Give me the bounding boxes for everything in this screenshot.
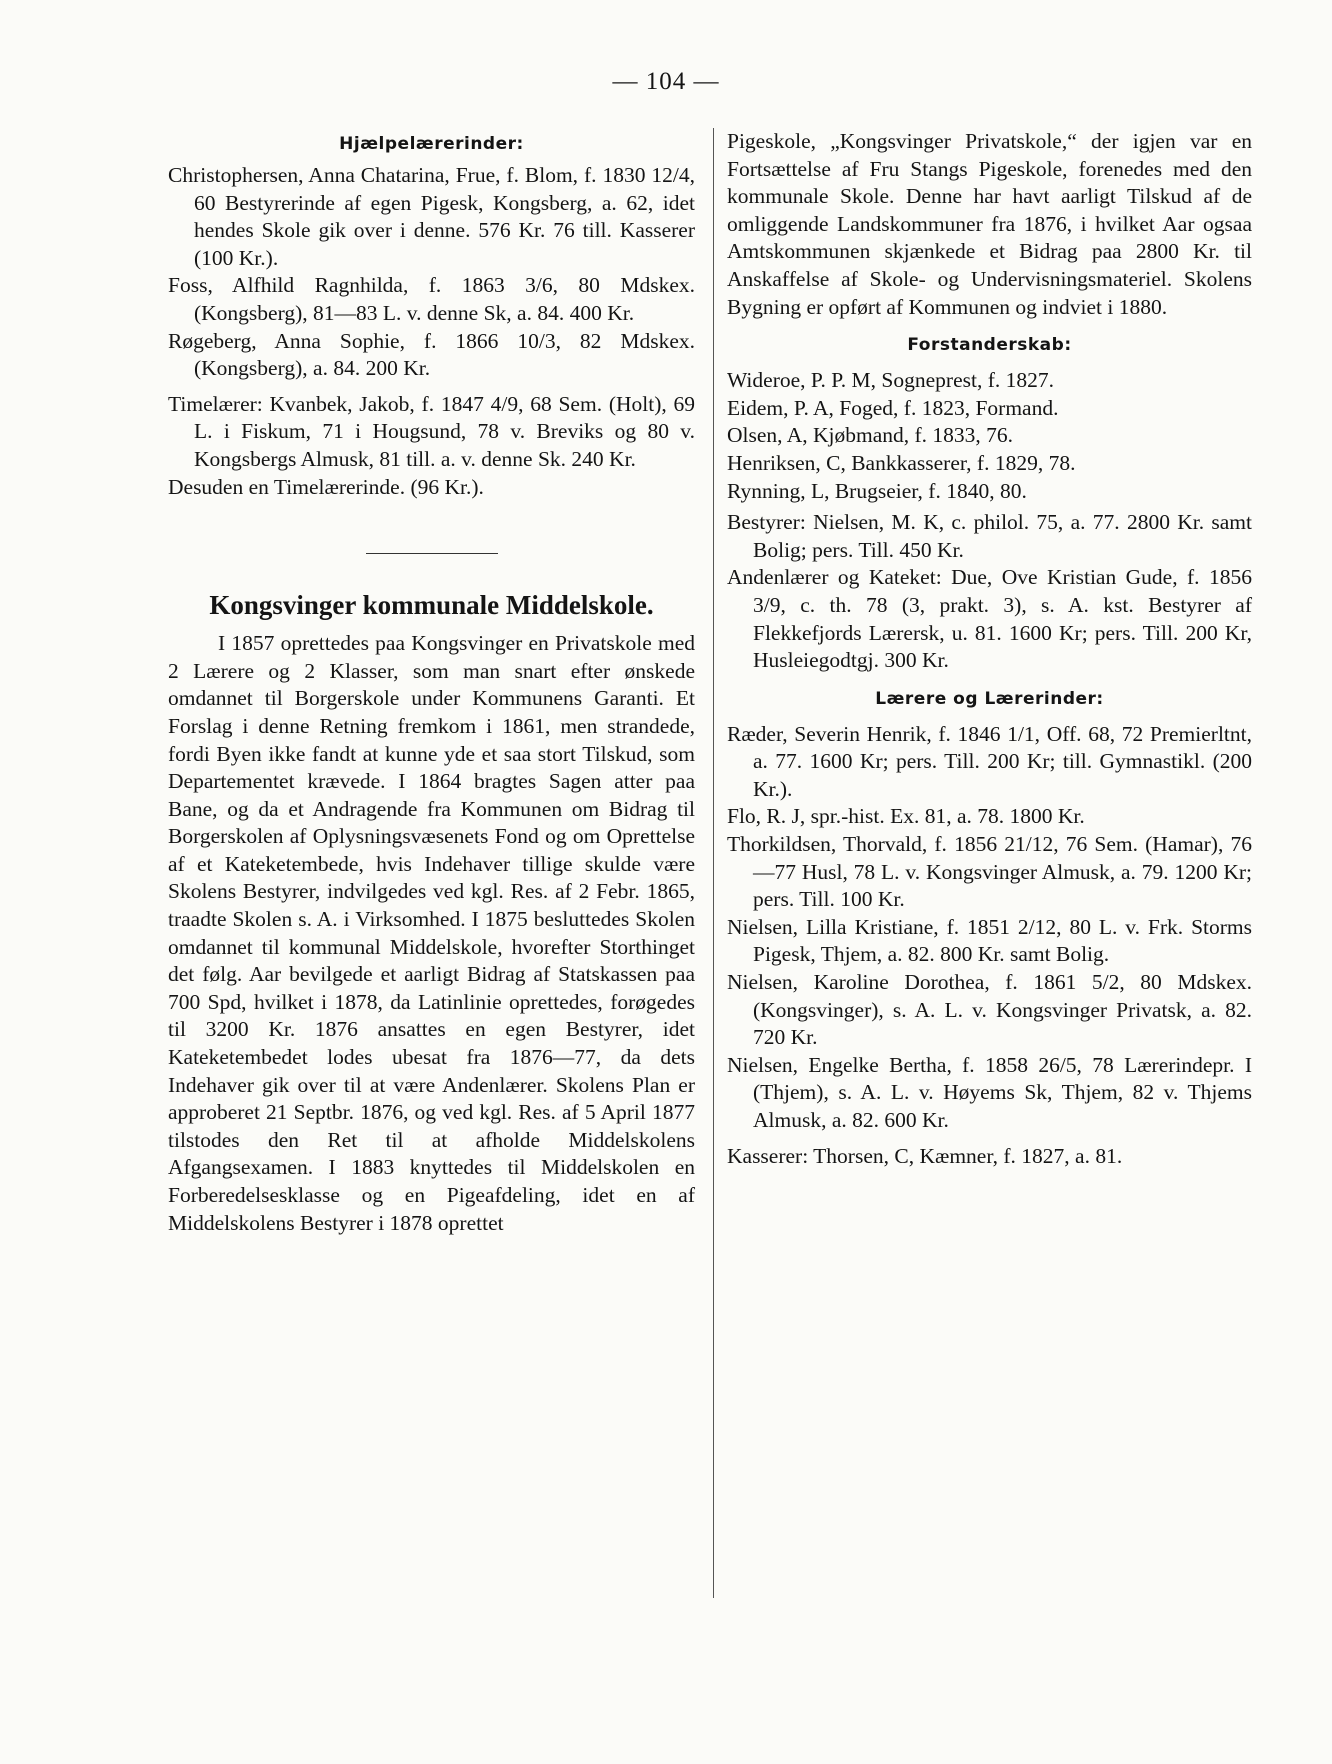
page-number: — 104 — xyxy=(612,68,720,95)
entry-kasserer: Kasserer: Thorsen, C, Kæmner, f. 1827, a. 81. xyxy=(727,1143,1123,1168)
teacher-entry: Nielsen, Engelke Bertha, f. 1858 26/5, 78 Lærerindepr. I (Thjem), s. A. L. v. Høyems Sk, Thjem, 82 v. Thjems Almusk, a. 82. 600 Kr. xyxy=(727,1052,1252,1132)
section-heading-assistant-teachers: Hjælpelærerinder: xyxy=(339,134,524,154)
section-heading-teachers: Lærere og Lærerinder: xyxy=(875,688,1104,709)
section-divider xyxy=(366,553,498,554)
teacher-entry: Nielsen, Karoline Dorothea, f. 1861 5/2, 80 Mdskex. (Kongsvinger), s. A. L. v. Kongsvinger Privatsk, a. 82. 720 Kr. xyxy=(727,970,1252,1050)
entry-timelaerer: Timelærer: Kvanbek, Jakob, f. 1847 4/9, 68 Sem. (Holt), 69 L. i Fiskum, 71 i Hougsund, 78 v. Breviks og 80 v. Kongsbergs Almusk, 81 till. a. v. denne Sk. 240 Kr. xyxy=(168,391,695,471)
board-member: Henriksen, C, Bankkasserer, f. 1829, 78. xyxy=(727,450,1076,475)
entry-rogeberg: Røgeberg, Anna Sophie, f. 1866 10/3, 82 Mdskex. (Kongsberg), a. 84. 200 Kr. xyxy=(168,328,695,381)
column-divider xyxy=(713,128,714,1598)
entry-andenlaerer: Andenlærer og Kateket: Due, Ove Kristian Gude, f. 1856 3/9, c. th. 78 (3, prakt. 3), s. A. kst. Bestyrer af Flekkefjords Lærersk, u. 81. 1600 Kr; pers. Till. 200 Kr, Husleiegodtgj. 300 Kr. xyxy=(727,565,1252,673)
section-title-middelskole: Kongsvinger kommunale Middelskole. xyxy=(209,590,654,621)
history-continuation: Pigeskole, „Kongsvinger Privatskole,“ der igjen var en Fortsættelse af Fru Stangs Pigeskole, forenedes med den kommunale Skole. Denne har havt aarligt Tilskud af de omliggende Landskommuner fra 1876, i hvilket Aar ogsaa Amtskommunen skjænkede et Bidrag paa 2800 Kr. til Anskaffelse af Skole- og Undervisningsmateriel. Skolens Bygning er opført af Kommunen og indviet i 1880. xyxy=(727,129,1252,319)
history-paragraph: I 1857 oprettedes paa Kongsvinger en Privatskole med 2 Lærere og 2 Klasser, som man snart efter ønskede omdannet til Borgerskole under Kommunens Garanti. Et Forslag i denne Retning fremkom i 1861, men strandede, fordi Byen ikke fandt at kunne yde et saa stort Tilskud, som Departementet krævede. I 1864 bragtes Sagen atter paa Bane, og da et Andragende fra Kommunen om Bidrag til Borgerskolen af Oplysningsvæsenets Fond og om Oprettelse af et Kateketembede, hvis Indehaver tillige skulde være Skolens Bestyrer, indvilgedes ved kgl. Res. af 2 Febr. 1865, traadte Skolen s. A. i Virksomhed. I 1875 besluttedes Skolen omdannet til kommunal Middelskole, hvorefter Storthinget det følg. Aar bevilgede et aarligt Bidrag af Statskassen paa 700 Spd, hvilket i 1878, da Latinlinie oprettedes, forøgedes til 3200 Kr. 1876 ansattes en egen Bestyrer, idet Kateketembedet lodes ubesat fra 1876—77, da dets Indehaver gik over til at være Andenlærer. Skolens Plan er approberet 21 Septbr. 1876, og ved kgl. Res. af 5 April 1877 tilstodes den Ret til at afholde Middelskolens Afgangsexamen. I 1883 knyttedes til Middelskolen en Forberedelsesklasse og en Pigeafdeling, idet en af Middelskolens Bestyrer i 1878 oprettet xyxy=(168,631,695,1235)
entry-bestyrer: Bestyrer: Nielsen, M. K, c. philol. 75, a. 77. 2800 Kr. samt Bolig; pers. Till. 450 Kr. xyxy=(727,510,1252,562)
left-column xyxy=(168,128,695,1237)
board-member: Rynning, L, Brugseier, f. 1840, 80. xyxy=(727,478,1027,503)
teacher-entry: Flo, R. J, spr.-hist. Ex. 81, a. 78. 1800 Kr. xyxy=(727,804,1085,829)
teacher-entry: Thorkildsen, Thorvald, f. 1856 21/12, 76 Sem. (Hamar), 76—77 Husl, 78 L. v. Kongsvinger Almusk, a. 79. 1200 Kr; pers. Till. 100 Kr. xyxy=(727,832,1252,912)
entry-christophersen: Christophersen, Anna Chatarina, Frue, f. Blom, f. 1830 12/4, 60 Bestyrerinde af egen Pigesk, Kongsberg, a. 62, idet hendes Skole gik over i denne. 576 Kr. 76 till. Kasserer (100 Kr.). xyxy=(168,163,695,270)
entry-foss: Foss, Alfhild Ragnhilda, f. 1863 3/6, 80 Mdskex. (Kongsberg), 81—83 L. v. denne Sk, a. 84. 400 Kr. xyxy=(168,273,695,325)
board-member: Eidem, P. A, Foged, f. 1823, Formand. xyxy=(727,395,1059,420)
teacher-entry: Ræder, Severin Henrik, f. 1846 1/1, Off. 68, 72 Premierltnt, a. 77. 1600 Kr; pers. Till. 200 Kr; till. Gymnastikl. (200 Kr.). xyxy=(727,721,1252,801)
entry-desuden: Desuden en Timelærerinde. (96 Kr.). xyxy=(168,474,484,499)
board-member: Wideroe, P. P. M, Sogneprest, f. 1827. xyxy=(727,368,1054,393)
teacher-entry: Nielsen, Lilla Kristiane, f. 1851 2/12, 80 L. v. Frk. Storms Pigesk, Thjem, a. 82. 800 Kr. samt Bolig. xyxy=(727,914,1252,967)
right-column xyxy=(727,128,1252,1170)
section-heading-board: Forstanderskab: xyxy=(907,335,1072,356)
board-member: Olsen, A, Kjøbmand, f. 1833, 76. xyxy=(727,423,1014,448)
